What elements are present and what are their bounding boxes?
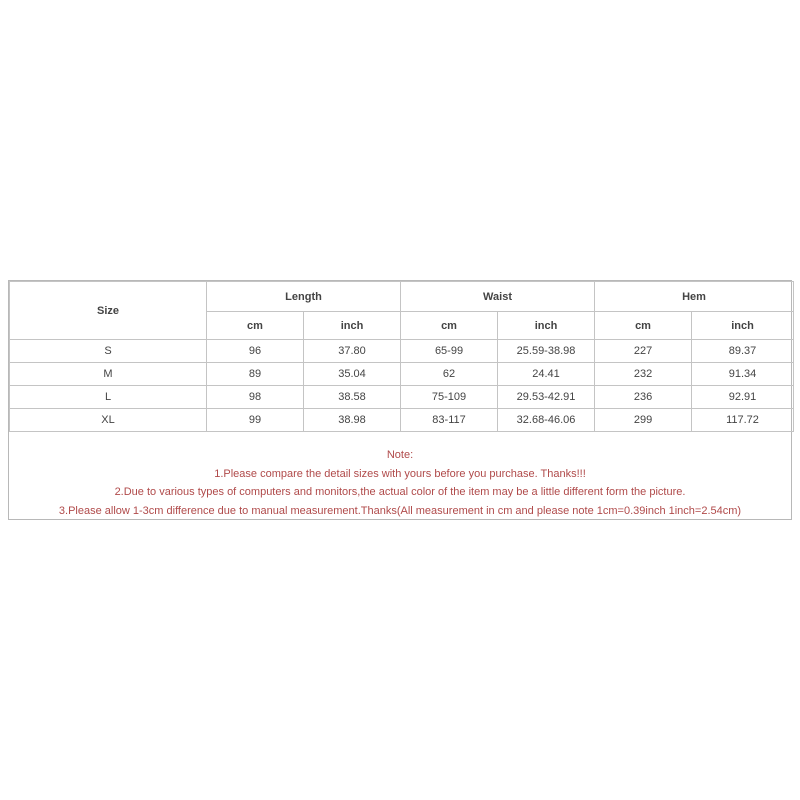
table-cell: 89.37 [692,340,794,363]
table-cell: 75-109 [401,386,498,409]
notes-section [9,446,791,520]
note-title: Note: [386,449,414,461]
unit-header: inch [304,312,401,340]
table-cell: 29.53-42.91 [498,386,595,409]
table-cell: 38.58 [304,386,401,409]
table-cell: 227 [595,340,692,363]
table-cell: 232 [595,363,692,386]
note-line-2: 2.Due to various types of computers and monitors,the actual color of the item may be a little different form the picture. [114,486,686,498]
table-cell: 35.04 [304,363,401,386]
table-cell: 236 [595,386,692,409]
header-hem: Hem [595,282,794,312]
table-row [10,386,794,409]
table-cell: 89 [207,363,304,386]
size-cell: M [10,363,207,386]
table-cell: 37.80 [304,340,401,363]
table-cell: 24.41 [498,363,595,386]
size-chart [8,280,792,520]
table-cell: 38.98 [304,409,401,432]
table-cell: 299 [595,409,692,432]
table-cell: 25.59-38.98 [498,340,595,363]
unit-header: inch [498,312,595,340]
table-cell: 99 [207,409,304,432]
size-cell: XL [10,409,207,432]
table-cell: 62 [401,363,498,386]
unit-header: cm [595,312,692,340]
table-cell: 83-117 [401,409,498,432]
size-cell: S [10,340,207,363]
table-row [10,340,794,363]
table-cell: 92.91 [692,386,794,409]
table-cell: 65-99 [401,340,498,363]
table-row [10,409,794,432]
unit-header: inch [692,312,794,340]
table-cell: 98 [207,386,304,409]
table-cell: 96 [207,340,304,363]
size-header: Size [10,282,207,340]
size-cell: L [10,386,207,409]
size-table [9,281,794,432]
table-row [10,363,794,386]
table-cell: 117.72 [692,409,794,432]
note-line-1: 1.Please compare the detail sizes with yours before you purchase. Thanks!!! [214,467,586,480]
note-line-3: 3.Please allow 1-3cm difference due to manual measurement.Thanks(All measurement in cm and please note 1cm=0.39inch 1inch=2.54cm) [58,504,742,517]
header-length: Length [207,282,401,312]
table-header-groups [10,282,794,312]
unit-header: cm [207,312,304,340]
table-cell: 32.68-46.06 [498,409,595,432]
header-waist: Waist [401,282,595,312]
unit-header: cm [401,312,498,340]
table-cell: 91.34 [692,363,794,386]
